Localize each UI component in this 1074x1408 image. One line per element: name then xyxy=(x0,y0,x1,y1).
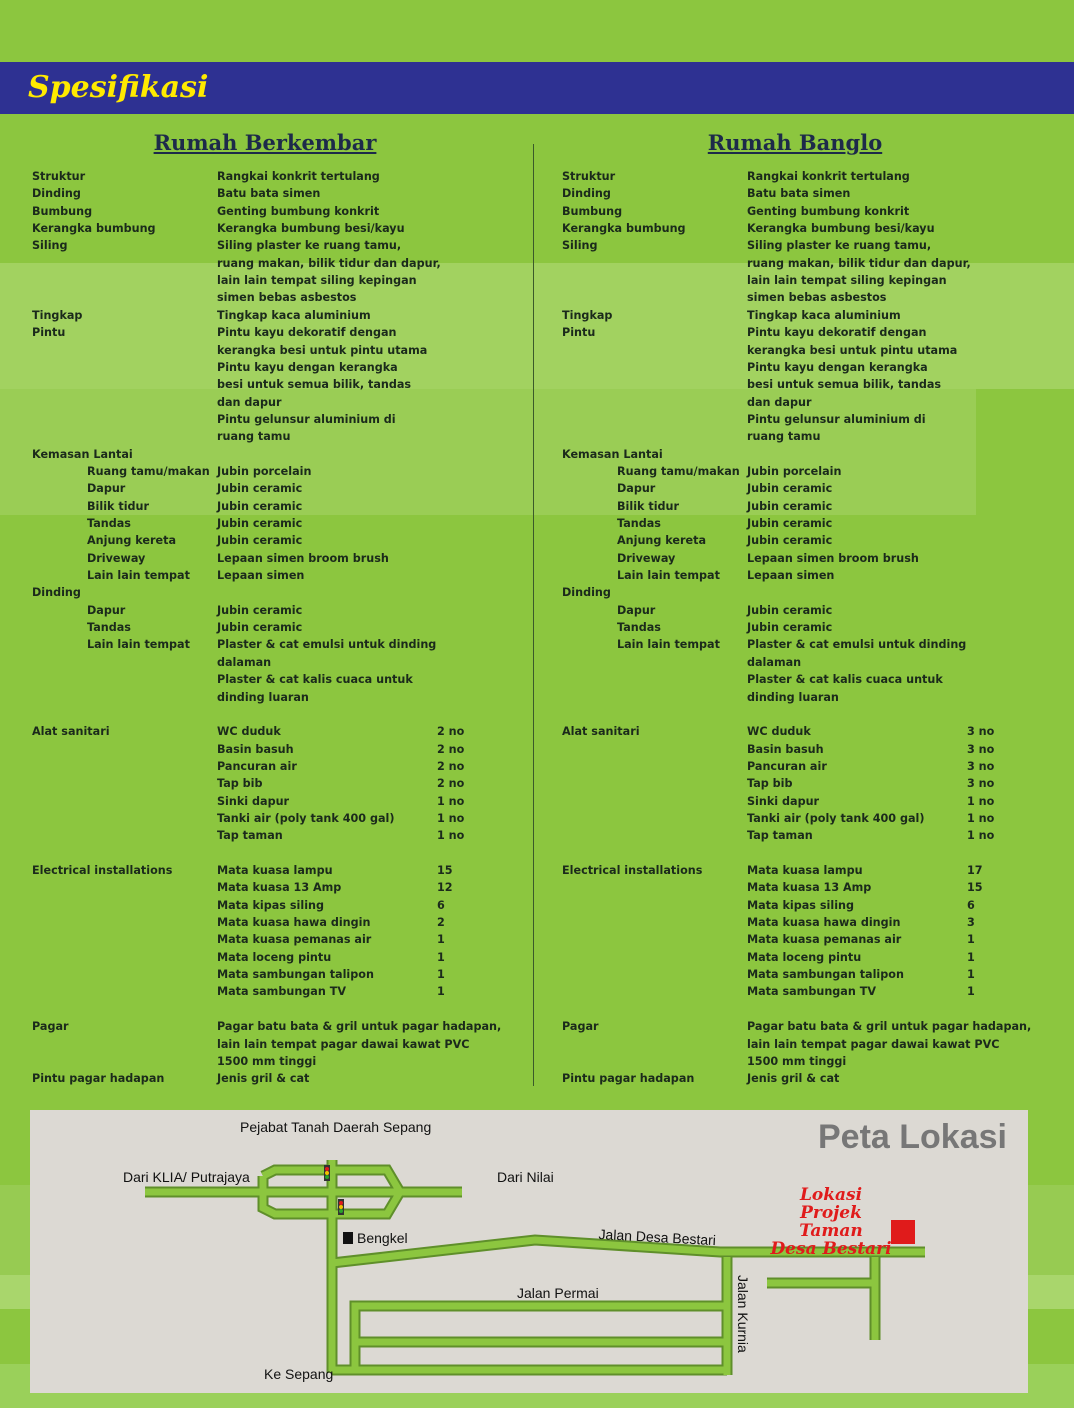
spec-label: Dinding xyxy=(32,187,81,200)
spec-label: Kerangka bumbung xyxy=(32,222,156,235)
spec-sublabel: Dapur xyxy=(87,604,126,617)
spec-value: Tingkap kaca aluminium xyxy=(217,309,371,322)
spec-quantity: 1 xyxy=(967,933,975,946)
map-label-klia: Dari KLIA/ Putrajaya xyxy=(123,1169,250,1185)
spec-quantity: 3 no xyxy=(967,777,995,790)
spec-value: Jubin porcelain xyxy=(747,465,842,478)
spec-value: Rangkai konkrit tertulang xyxy=(217,170,380,183)
project-location-marker-icon xyxy=(891,1220,915,1244)
spec-value: kerangka besi untuk pintu utama xyxy=(747,344,958,357)
spec-quantity: 1 xyxy=(967,951,975,964)
spec-value: Siling plaster ke ruang tamu, xyxy=(217,239,402,252)
spec-sublabel: Lain lain tempat xyxy=(87,638,190,651)
spec-value: ruang tamu xyxy=(747,430,821,443)
spec-value: dan dapur xyxy=(217,396,282,409)
spec-quantity: 1 xyxy=(437,968,445,981)
spec-value: Sinki dapur xyxy=(747,795,820,808)
spec-quantity: 17 xyxy=(967,864,983,877)
spec-label: Kemasan Lantai xyxy=(562,448,663,461)
spec-value: Siling plaster ke ruang tamu, xyxy=(747,239,932,252)
spec-sublabel: Bilik tidur xyxy=(87,500,150,513)
spec-value: Mata kuasa pemanas air xyxy=(217,933,372,946)
spec-value: Genting bumbung konkrit xyxy=(747,205,910,218)
spec-quantity: 2 no xyxy=(437,760,465,773)
map-label-pejabat: Pejabat Tanah Daerah Sepang xyxy=(240,1119,432,1135)
spec-label: Siling xyxy=(32,239,68,252)
spec-label: Dinding xyxy=(562,586,611,599)
spec-label: Pintu xyxy=(562,326,596,339)
spec-value: Mata loceng pintu xyxy=(217,951,332,964)
spec-quantity: 15 xyxy=(437,864,453,877)
column-title-banglo: Rumah Banglo xyxy=(707,130,883,155)
spec-value: Sinki dapur xyxy=(217,795,290,808)
spec-value: simen bebas asbestos xyxy=(747,291,887,304)
map-label-kurnia: Jalan Kurnia xyxy=(735,1275,751,1353)
map-title: Peta Lokasi xyxy=(818,1118,1007,1156)
spec-value: Mata sambungan TV xyxy=(217,985,346,998)
spec-quantity: 3 xyxy=(967,916,975,929)
column-title-berkembar: Rumah Berkembar xyxy=(153,130,377,155)
spec-quantity: 1 xyxy=(967,968,975,981)
spec-sublabel: Driveway xyxy=(87,552,146,565)
spec-quantity: 1 no xyxy=(967,812,995,825)
spec-value: dalaman xyxy=(217,656,272,669)
spec-value: Pintu kayu dengan kerangka xyxy=(747,361,928,374)
spec-quantity: 15 xyxy=(967,881,983,894)
spec-value: Mata kuasa pemanas air xyxy=(747,933,902,946)
spec-label: Pagar xyxy=(562,1020,599,1033)
spec-value: Batu bata simen xyxy=(747,187,851,200)
spec-sublabel: Dapur xyxy=(87,482,126,495)
spec-quantity: 12 xyxy=(437,881,453,894)
spec-value: Jenis gril & cat xyxy=(747,1072,840,1085)
map-label-bengkel: Bengkel xyxy=(357,1230,408,1246)
spec-quantity: 2 no xyxy=(437,725,465,738)
spec-sublabel: Ruang tamu/makan xyxy=(87,465,210,478)
spec-sublabel: Bilik tidur xyxy=(617,500,680,513)
spec-value: Genting bumbung konkrit xyxy=(217,205,380,218)
spec-value: Basin basuh xyxy=(747,743,824,756)
spec-value: lain lain tempat pagar dawai kawat PVC xyxy=(217,1038,470,1051)
spec-sublabel: Lain lain tempat xyxy=(617,638,720,651)
spec-value: lain lain tempat pagar dawai kawat PVC xyxy=(747,1038,1000,1051)
spec-sublabel: Tandas xyxy=(617,517,661,530)
spec-value: Mata kuasa hawa dingin xyxy=(217,916,371,929)
spec-value: Mata kuasa 13 Amp xyxy=(747,881,872,894)
spec-sublabel: Dapur xyxy=(617,604,656,617)
spec-label: Pintu pagar hadapan xyxy=(562,1072,695,1085)
spec-value: Mata kuasa 13 Amp xyxy=(217,881,342,894)
spec-value: Plaster & cat kalis cuaca untuk xyxy=(217,673,413,686)
map-label-sepang: Ke Sepang xyxy=(264,1366,334,1382)
spec-quantity: 2 no xyxy=(437,743,465,756)
traffic-light-icon xyxy=(338,1199,344,1215)
spec-value: Mata sambungan talipon xyxy=(747,968,904,981)
spec-value: lain lain tempat siling kepingan xyxy=(747,274,947,287)
spec-quantity: 1 no xyxy=(437,795,465,808)
map-label-permai: Jalan Permai xyxy=(517,1285,599,1301)
spec-value: Plaster & cat emulsi untuk dinding xyxy=(217,638,437,651)
spec-value: Plaster & cat emulsi untuk dinding xyxy=(747,638,967,651)
spec-value: Jubin ceramic xyxy=(747,500,833,513)
spec-value: Jubin ceramic xyxy=(217,500,303,513)
page-title: Spesifikasi xyxy=(28,70,209,105)
spec-quantity: 1 no xyxy=(437,812,465,825)
spec-value: Pintu gelunsur aluminium di xyxy=(747,413,926,426)
spec-quantity: 1 xyxy=(437,933,445,946)
spec-value: Mata loceng pintu xyxy=(747,951,862,964)
project-label-line: Taman xyxy=(799,1221,863,1241)
spec-label: Dinding xyxy=(32,586,81,599)
spec-value: Jubin ceramic xyxy=(747,621,833,634)
spec-value: Mata sambungan talipon xyxy=(217,968,374,981)
background-band xyxy=(0,389,976,515)
spec-quantity: 1 xyxy=(967,985,975,998)
spec-value: Lepaan simen xyxy=(217,569,305,582)
spec-label: Bumbung xyxy=(562,205,623,218)
map-label-nilai: Dari Nilai xyxy=(497,1169,554,1185)
spec-value: ruang makan, bilik tidur dan dapur, xyxy=(217,257,441,270)
spec-label: Struktur xyxy=(32,170,86,183)
spec-value: Jubin ceramic xyxy=(217,517,303,530)
spec-value: lain lain tempat siling kepingan xyxy=(217,274,417,287)
spec-value: Kerangka bumbung besi/kayu xyxy=(217,222,405,235)
spec-value: Jubin ceramic xyxy=(217,604,303,617)
spec-label: Electrical installations xyxy=(32,864,173,877)
spec-value: Tanki air (poly tank 400 gal) xyxy=(747,812,925,825)
spec-label: Dinding xyxy=(562,187,611,200)
spec-value: Pintu kayu dekoratif dengan xyxy=(747,326,927,339)
spec-value: 1500 mm tinggi xyxy=(217,1055,317,1068)
spec-label: Pintu xyxy=(32,326,66,339)
spec-label: Tingkap xyxy=(32,309,83,322)
project-label-line: Desa Bestari xyxy=(770,1239,892,1259)
spec-value: kerangka besi untuk pintu utama xyxy=(217,344,428,357)
spec-value: Batu bata simen xyxy=(217,187,321,200)
spec-value: Tap bib xyxy=(747,777,793,790)
spec-value: Tap taman xyxy=(217,829,283,842)
traffic-light-icon xyxy=(324,1165,330,1181)
spec-value: Jubin ceramic xyxy=(747,517,833,530)
spec-value: Jubin porcelain xyxy=(217,465,312,478)
spec-value: Mata kuasa hawa dingin xyxy=(747,916,901,929)
spec-value: Jubin ceramic xyxy=(217,534,303,547)
spec-quantity: 1 no xyxy=(967,795,995,808)
spec-label: Tingkap xyxy=(562,309,613,322)
project-label-line: Lokasi Projek xyxy=(799,1185,863,1223)
spec-value: Pagar batu bata & gril untuk pagar hadapan, xyxy=(747,1020,1032,1033)
spec-value: Jubin ceramic xyxy=(747,534,833,547)
spec-sublabel: Lain lain tempat xyxy=(87,569,190,582)
spec-value: Pancuran air xyxy=(217,760,297,773)
spec-value: Tap taman xyxy=(747,829,813,842)
spec-value: Mata kipas siling xyxy=(747,899,854,912)
spec-value: ruang makan, bilik tidur dan dapur, xyxy=(747,257,971,270)
spec-value: dinding luaran xyxy=(217,691,309,704)
spec-sublabel: Anjung kereta xyxy=(617,534,707,547)
column-divider xyxy=(533,144,534,1086)
spec-quantity: 1 xyxy=(437,985,445,998)
spec-sublabel: Lain lain tempat xyxy=(617,569,720,582)
spec-label: Bumbung xyxy=(32,205,93,218)
spec-value: Pintu kayu dengan kerangka xyxy=(217,361,398,374)
spec-value: Jubin ceramic xyxy=(747,604,833,617)
spec-sublabel: Tandas xyxy=(87,517,131,530)
spec-label: Pagar xyxy=(32,1020,69,1033)
spec-value: Tanki air (poly tank 400 gal) xyxy=(217,812,395,825)
spec-sublabel: Driveway xyxy=(617,552,676,565)
spec-value: Mata kuasa lampu xyxy=(747,864,863,877)
spec-quantity: 1 no xyxy=(437,829,465,842)
spec-label: Kemasan Lantai xyxy=(32,448,133,461)
spec-value: Lepaan simen broom brush xyxy=(217,552,389,565)
spec-label: Alat sanitari xyxy=(562,725,640,738)
spec-label: Struktur xyxy=(562,170,616,183)
spec-quantity: 2 xyxy=(437,916,445,929)
spec-value: WC duduk xyxy=(747,725,811,738)
spec-value: dalaman xyxy=(747,656,802,669)
spec-value: 1500 mm tinggi xyxy=(747,1055,847,1068)
spec-sublabel: Tandas xyxy=(87,621,131,634)
spec-label: Electrical installations xyxy=(562,864,703,877)
spec-label: Kerangka bumbung xyxy=(562,222,686,235)
spec-value: dan dapur xyxy=(747,396,812,409)
spec-value: Jubin ceramic xyxy=(217,621,303,634)
spec-quantity: 6 xyxy=(437,899,445,912)
map-label-desa-bestari: Jalan Desa Bestari xyxy=(598,1226,717,1249)
spec-value: Jubin ceramic xyxy=(217,482,303,495)
spec-sublabel: Ruang tamu/makan xyxy=(617,465,740,478)
spec-quantity: 3 no xyxy=(967,760,995,773)
spec-value: Basin basuh xyxy=(217,743,294,756)
spec-value: Lepaan simen xyxy=(747,569,835,582)
spec-quantity: 1 xyxy=(437,951,445,964)
spec-value: Pintu gelunsur aluminium di xyxy=(217,413,396,426)
spec-quantity: 1 no xyxy=(967,829,995,842)
spec-value: Plaster & cat kalis cuaca untuk xyxy=(747,673,943,686)
spec-value: Pintu kayu dekoratif dengan xyxy=(217,326,397,339)
spec-quantity: 3 no xyxy=(967,725,995,738)
spec-value: Pancuran air xyxy=(747,760,827,773)
spec-label: Alat sanitari xyxy=(32,725,110,738)
spec-value: Tingkap kaca aluminium xyxy=(747,309,901,322)
spec-value: WC duduk xyxy=(217,725,281,738)
spec-value: Mata kuasa lampu xyxy=(217,864,333,877)
spec-sublabel: Dapur xyxy=(617,482,656,495)
spec-label: Pintu pagar hadapan xyxy=(32,1072,165,1085)
spec-value: besi untuk semua bilik, tandas xyxy=(217,378,412,391)
spec-value: Jubin ceramic xyxy=(747,482,833,495)
spec-value: simen bebas asbestos xyxy=(217,291,357,304)
spec-value: dinding luaran xyxy=(747,691,839,704)
spec-value: Pagar batu bata & gril untuk pagar hadapan, xyxy=(217,1020,502,1033)
spec-quantity: 6 xyxy=(967,899,975,912)
spec-value: Kerangka bumbung besi/kayu xyxy=(747,222,935,235)
spec-quantity: 2 no xyxy=(437,777,465,790)
spec-value: Tap bib xyxy=(217,777,263,790)
spec-label: Siling xyxy=(562,239,598,252)
spec-value: Lepaan simen broom brush xyxy=(747,552,919,565)
spec-value: Mata sambungan TV xyxy=(747,985,876,998)
spec-sublabel: Tandas xyxy=(617,621,661,634)
spec-value: Jenis gril & cat xyxy=(217,1072,310,1085)
spec-value: besi untuk semua bilik, tandas xyxy=(747,378,942,391)
spec-sublabel: Anjung kereta xyxy=(87,534,177,547)
spec-value: Rangkai konkrit tertulang xyxy=(747,170,910,183)
project-location-label xyxy=(770,1186,892,1258)
bengkel-marker-icon xyxy=(343,1232,353,1244)
spec-value: ruang tamu xyxy=(217,430,291,443)
spec-quantity: 3 no xyxy=(967,743,995,756)
spec-value: Mata kipas siling xyxy=(217,899,324,912)
